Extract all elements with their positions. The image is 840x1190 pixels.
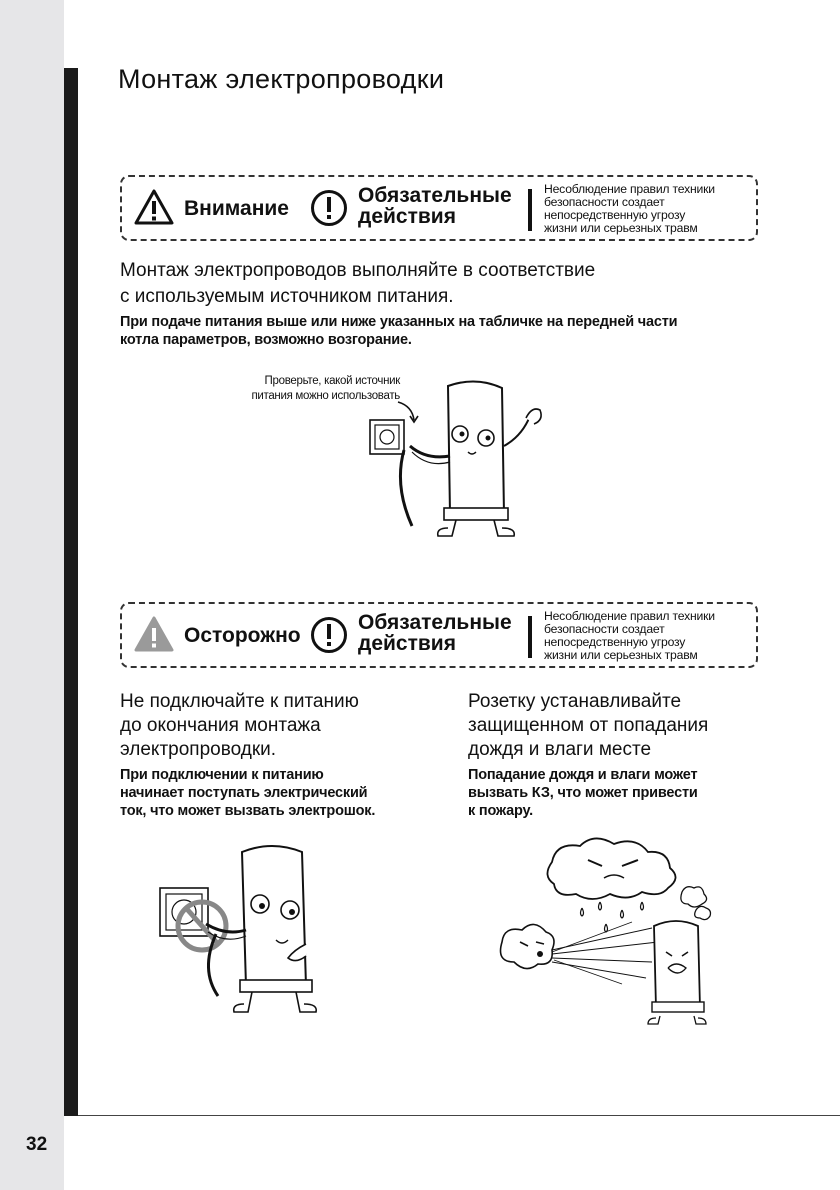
page-title: Монтаж электропроводки — [118, 64, 445, 94]
warning-notice-box — [120, 175, 758, 241]
illustration-caption: Проверьте, какой источник питания можно использовать — [251, 375, 400, 402]
caution-triangle-icon — [134, 616, 174, 652]
mandatory-label: Обязательные действия — [358, 184, 512, 228]
section2-right-heading: Розетку устанавливайте защищенном от попадания дождя и влаги месте — [468, 691, 709, 760]
notice-description: Несоблюдение правил техники безопасности создает непосредственную угрозу жизни или серьезных травм — [544, 609, 715, 662]
boiler-checking-outlet-illustration — [352, 376, 552, 541]
page-number: 32 — [26, 1134, 48, 1155]
notice-description: Несоблюдение правил техники безопасности создает непосредственную угрозу жизни или серьезных травм — [544, 182, 715, 235]
side-margin-black-bar — [64, 68, 78, 1116]
warning-triangle-icon — [134, 189, 174, 225]
caution-label: Осторожно — [184, 624, 301, 647]
notice-divider — [528, 616, 532, 658]
mandatory-label: Обязательные действия — [358, 611, 512, 655]
mandatory-action-icon — [310, 616, 348, 654]
section1-heading: Монтаж электропроводов выполняйте в соответствие с используемым источником питания. — [120, 260, 596, 307]
warning-label: Внимание — [184, 197, 289, 220]
section2-right-body: Попадание дождя и влаги может вызвать КЗ, что может привести к пожару. — [468, 767, 698, 819]
rain-and-moisture-illustration — [482, 832, 732, 1032]
section2-left-body: При подключении к питанию начинает поступать электрический ток, что может вызвать электрошок. — [120, 767, 376, 819]
no-power-before-wiring-illustration — [156, 840, 356, 1030]
caution-notice-box — [120, 602, 758, 668]
section2-left-heading: Не подключайте к питанию до окончания монтажа электропроводки. — [120, 691, 359, 760]
mandatory-action-icon — [310, 189, 348, 227]
footer-rule — [78, 1115, 840, 1116]
section1-body: При подаче питания выше или ниже указанных на табличке на передней части котла параметров, возможно возгорание. — [120, 314, 678, 348]
notice-divider — [528, 189, 532, 231]
side-margin-grey — [0, 0, 64, 1190]
